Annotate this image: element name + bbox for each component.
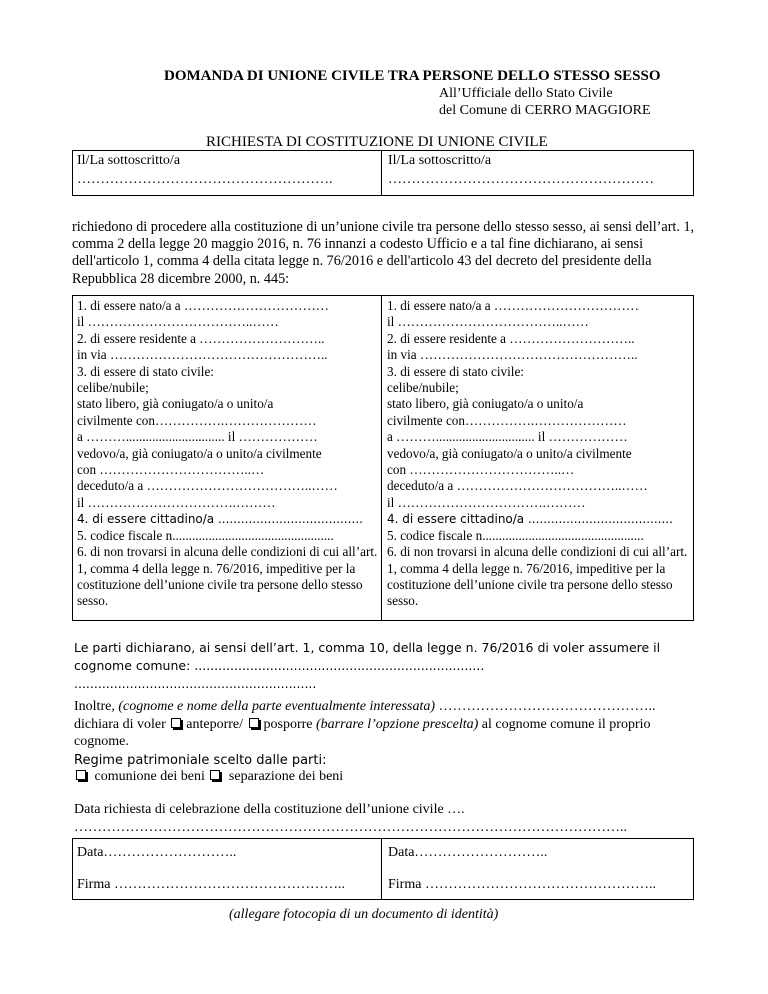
previous-union-place-date-field[interactable]: a ……….............................. il ………………	[387, 429, 628, 445]
tax-code-field[interactable]: 5. codice fiscale n.................................................	[387, 527, 644, 543]
option-separazione: separazione dei beni	[228, 769, 344, 784]
checkbox-icon[interactable]	[171, 718, 181, 728]
citizenship-field[interactable]: 4. di essere cittadino/a ......................................	[387, 512, 673, 527]
property-regime-options	[74, 769, 343, 785]
previous-spouse-field[interactable]: civilmente con…………….…………………	[387, 412, 627, 428]
date-field[interactable]: Data………………………..	[388, 845, 548, 860]
birthplace-field[interactable]: 1. di essere nato/a a ……………………………	[77, 298, 329, 313]
no-impediments-statement: 6. di non trovarsi in alcuna delle condizioni di cui all’art. 1, comma 4 della legge n. 76/2016, impeditive per la costituzione dell’unione civile tra persone dello stesso sesso.	[77, 544, 378, 609]
birthdate-field[interactable]: il ………………………………..……	[387, 314, 589, 330]
applicant-right-cell	[381, 151, 693, 195]
signature-field[interactable]: Firma …………………………………………..	[388, 877, 656, 892]
option-vedovo[interactable]: vedovo/a, già coniugato/a o unito/a civilmente	[387, 445, 632, 461]
interested-party-field[interactable]: ………………………………………..	[438, 699, 656, 714]
checkbox-icon[interactable]	[76, 770, 86, 780]
checkbox-icon[interactable]	[210, 770, 220, 780]
tax-code-field[interactable]: 5. codice fiscale n.................................................	[77, 527, 334, 543]
option-comunione: comunione dei beni	[94, 769, 205, 784]
recipient-line-1: All’Ufficiale dello Stato Civile	[439, 86, 613, 101]
posporre-label: posporre	[263, 716, 313, 732]
deceased-spouse-field[interactable]: con ……………………………..…	[77, 462, 265, 478]
applicant-right-label: Il/La sottoscritto/a	[388, 153, 492, 168]
civil-status-label: 3. di essere di stato civile:	[77, 363, 214, 379]
footer-note: (allegare fotocopia di un documento di identità)	[229, 907, 499, 922]
death-date-field[interactable]: il …………………………….………	[77, 494, 276, 510]
declarations-left-column	[77, 298, 379, 610]
previous-union-place-date-field[interactable]: a ……….............................. il ………………	[77, 429, 318, 445]
signature-table	[72, 838, 694, 900]
common-surname-paragraph: Le parti dichiarano, ai sensi dell’art. 1, comma 10, della legge n. 76/2016 di voler assumere il cognome comune: ......................................................................... .............................................................	[74, 640, 661, 691]
street-field[interactable]: in via …………………………………………..	[77, 347, 328, 363]
applicants-table	[72, 150, 694, 196]
option-stato-libero[interactable]: stato libero, già coniugato/a o unito/a	[77, 396, 274, 412]
dichiara-text: dichiara di voler	[74, 716, 166, 732]
declarations-table	[72, 295, 694, 621]
no-impediments-statement: 6. di non trovarsi in alcuna delle condizioni di cui all’art. 1, comma 4 della legge n. 76/2016, impeditive per la costituzione dell’unione civile tra persone dello stesso sesso.	[387, 544, 688, 609]
residence-field[interactable]: 2. di essere residente a ………………………..	[387, 330, 635, 346]
section-subtitle: RICHIESTA DI COSTITUZIONE DI UNIONE CIVILE	[206, 134, 548, 150]
surname-order-paragraph	[74, 698, 704, 751]
option-stato-libero[interactable]: stato libero, già coniugato/a o unito/a	[387, 396, 584, 412]
previous-spouse-field[interactable]: civilmente con…………….…………………	[77, 412, 317, 428]
option-hint: (barrare l’opzione prescelta)	[316, 716, 479, 732]
anteporre-label: anteporre/	[186, 716, 243, 732]
signature-right-cell	[381, 839, 693, 899]
deceased-spouse-field[interactable]: con ……………………………..…	[387, 462, 575, 478]
surname-order-suffix: al cognome comune il proprio cognome.	[74, 716, 651, 749]
civil-status-label: 3. di essere di stato civile:	[387, 363, 524, 379]
birthplace-field[interactable]: 1. di essere nato/a a ……………………………	[387, 298, 639, 313]
recipient-line-2: del Comune di CERRO MAGGIORE	[439, 103, 651, 118]
option-vedovo[interactable]: vedovo/a, già coniugato/a o unito/a civilmente	[77, 445, 322, 461]
checkbox-icon[interactable]	[249, 718, 259, 728]
property-regime-label: Regime patrimoniale scelto dalle parti:	[74, 753, 327, 768]
interested-party-hint: (cognome e nome della parte eventualmente interessata)	[118, 699, 436, 714]
applicant-left-name-field[interactable]: ……………………………………………….	[77, 172, 333, 187]
death-place-field[interactable]: deceduto/a a ………………………………..……	[77, 478, 338, 494]
option-celibe[interactable]: celibe/nubile;	[387, 380, 459, 396]
residence-field[interactable]: 2. di essere residente a ………………………..	[77, 330, 325, 346]
applicant-left-label: Il/La sottoscritto/a	[77, 153, 181, 168]
document-title: DOMANDA DI UNIONE CIVILE TRA PERSONE DELLO STESSO SESSO	[164, 68, 661, 84]
option-celibe[interactable]: celibe/nubile;	[77, 380, 149, 396]
death-place-field[interactable]: deceduto/a a ………………………………..……	[387, 478, 648, 494]
inoltre-prefix: Inoltre,	[74, 699, 115, 714]
birthdate-field[interactable]: il ………………………………..……	[77, 314, 279, 330]
declarations-right-column	[387, 298, 689, 610]
street-field[interactable]: in via …………………………………………..	[387, 347, 638, 363]
citizenship-field[interactable]: 4. di essere cittadino/a ......................................	[77, 512, 363, 527]
celebration-date-request-field[interactable]: Data richiesta di celebrazione della costituzione dell’unione civile …. ………………………………………………………………………………………………………..	[74, 802, 627, 835]
applicant-left-cell	[73, 151, 381, 195]
death-date-field[interactable]: il …………………………….………	[387, 494, 586, 510]
signature-left-cell	[73, 839, 381, 899]
date-field[interactable]: Data………………………..	[77, 845, 237, 860]
column-divider	[381, 296, 382, 620]
intro-paragraph: richiedono di procedere alla costituzione di un’unione civile tra persone dello stesso sesso, ai sensi dell’art. 1, comma 2 della legge 20 maggio 2016, n. 76 innanzi a codesto Ufficio e a tal fine dichiarano, ai sensi dell'articolo 1, comma 4 della citata legge n. 76/2016 e dell'articolo 43 del decreto del presidente della Repubblica 28 dicembre 2000, n. 445:	[72, 219, 695, 287]
signature-field[interactable]: Firma …………………………………………..	[77, 877, 345, 892]
applicant-right-name-field[interactable]: …………………………………………………	[388, 172, 654, 187]
